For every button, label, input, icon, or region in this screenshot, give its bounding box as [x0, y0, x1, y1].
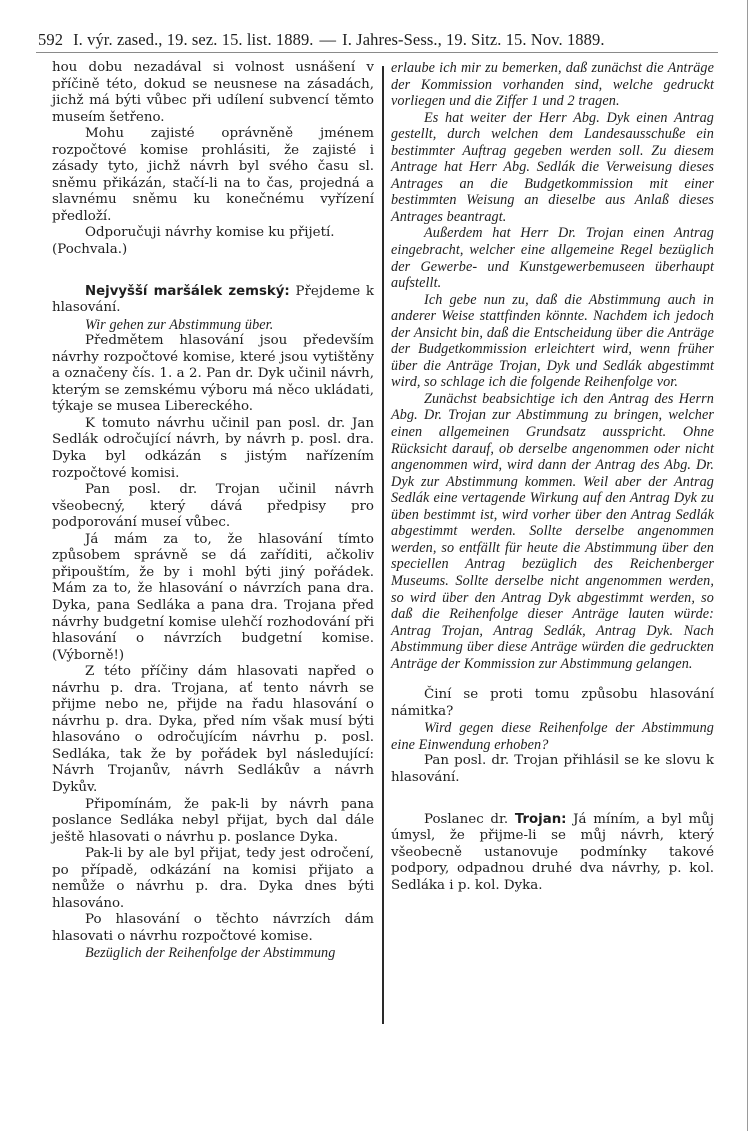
- german-paragraph: Wird gegen diese Reihenfolge der Abstimmung eine Einwendung erhoben?: [391, 720, 714, 753]
- right-column: [391, 60, 714, 894]
- german-paragraph: erlaube ich mir zu bemerken, daß zunächst die Anträge der Kommission vorhanden sind, welche gedruckt vorliegen und die Ziffer 1 und 2 tragen.: [391, 60, 714, 110]
- paragraph: Mohu zajisté oprávněně jménem rozpočtové komise prohlásiti, že zajisté i zásady tyto, jichž návrh byl svého času sl. sněmu přikázán, stačí-li na to čas, projedná a slavnému sněmu ku konečnému vyřízení předloží.: [52, 126, 374, 224]
- german-paragraph: Es hat weiter der Herr Abg. Dyk einen Antrag gestellt, durch welchen dem Landesausschuße ein bestimmter Auftrag gegeben werden soll. Zu diesem Antrage hat Herr Abg. Sedlák die Verweisung dieses Antrages an die Budgetkommission mit einer bestimmten Weisung an dieselbe aus Anlaß dieses Antrages beantragt.: [391, 109, 714, 225]
- paragraph: Po hlasování o těchto návrzích dám hlasovati o návrhu rozpočtové komise.: [52, 912, 374, 944]
- speaker-name: Trojan:: [514, 811, 567, 827]
- german-paragraph: Bezüglich der Reihenfolge der Abstimmung: [85, 945, 336, 962]
- german-paragraph: Wir gehen zur Abstimmung über.: [85, 316, 274, 333]
- german-paragraph: Zunächst beabsichtige ich den Antrag des Herrn Abg. Dr. Trojan zur Abstimmung zu bringen, welcher einen allgemeinen Grundsatz ausspricht. Ohne Rücksicht darauf, ob derselbe angenommen oder nicht angenommen wird, wird dann der Antrag des Abg. Dr. Dyk zur Abstimmung kommen. Weil aber der Antrag Sedlák eine vertagende Wirkung auf den Antrag Dyk zu üben bestimmt ist, wird vorher über den Antrag Sedlák abgestimmt werden. Sollte derselbe angenommen werden, so entfällt für heute die Abstimmung über den speciellen Antrag bezüglich des Reichenberger Museums. Sollte derselbe nicht angenommen werden, so wird über den Antrag Dyk abgestimmt werden, so daß die Reihenfolge dieser Anträge lauten würde: Antrag Trojan, Antrag Sedlák, Antrag Dyk. Nach Abstimmung über diese Anträge würden die gedruckten Anträge der Kommission zur Abstimmung gelangen.: [391, 390, 714, 672]
- page-number: 592: [38, 30, 64, 49]
- paragraph: Pan posl. dr. Trojan učinil návrh všeobecný, který dává předpisy pro podporování museí vůbec.: [52, 482, 374, 531]
- speech-paragraph: [52, 284, 374, 317]
- paragraph: Já mám za to, že hlasování tímto způsobem správně se dá zaříditi, ačkoliv připouštím, že by i mohl býti jiný pořádek. Mám za to, že hlasování o návrzích pana dra. Dyka, pana Sedláka a pana dra. Trojana před návrhy budgetní komise ulehčí rozhodování při hlasování o návrzích budgetní komise. (Výborně!): [52, 531, 374, 663]
- speech-text: Já míním, a byl můj úmysl, že přijme-li se můj návrh, který všeobecně ustanovuje podmínky takové podpory, odpadnou druhé dva návrhy, p. kol. Sedláka i p. kol. Dyka.: [391, 811, 714, 893]
- left-column: [52, 60, 374, 962]
- column-divider: [382, 66, 384, 1024]
- paragraph: Předmětem hlasování jsou především návrhy rozpočtové komise, které jsou vytištěny a označeny čís. 1. a 2. Pan dr. Dyk učinil návrh, kterým se zemskému výboru má něco ukládati, týkaje se musea Libereckého.: [52, 333, 374, 415]
- running-header: [38, 30, 716, 50]
- german-paragraph: Außerdem hat Herr Dr. Trojan einen Antrag eingebracht, welcher eine allgemeine Regel bezüglich der Gewerbe- und Kunstgewerbemuseen überhaupt aufstellt.: [391, 225, 714, 292]
- paragraph: Činí se proti tomu způsobu hlasování námitka?: [391, 687, 714, 719]
- speech-prefix: Poslanec dr.: [424, 811, 515, 827]
- paragraph: Odporučuji návrhy komise ku přijetí.: [85, 225, 335, 241]
- speech-text: Přejdeme k hlasování.: [52, 283, 374, 316]
- paragraph: hou dobu nezadával si volnost usnášení v příčině této, dokud se neusnese na zásadách, jichž má býti vůbec při udílení subvencí těmto museím šetřeno.: [52, 60, 374, 125]
- paragraph: Pan posl. dr. Trojan přihlásil se ke slovu k hlasování.: [391, 753, 714, 785]
- page-edge-line: [747, 0, 748, 1131]
- paragraph: Z této příčiny dám hlasovati napřed o návrhu p. dra. Trojana, ať tento návrh se přijme nebo ne, přijde na řadu hlasování o návrhu p. dra. Dyka, před ním však musí býti hlasováno o odročujícím návrhu p. posl. Sedláka, tak že by pořádek byl následující: Návrh Trojanův, návrh Sedlákův a návrh Dykův.: [52, 664, 374, 795]
- speaker-name: Nejvyšší maršálek zemský:: [85, 283, 290, 299]
- paragraph: K tomuto návrhu učinil pan posl. dr. Jan Sedlák odročující návrh, by návrh p. posl. dra. Dyka byl odkázán s jistým nařízením rozpočtové komisi.: [52, 415, 374, 481]
- header-german: I. Jahres-Sess., 19. Sitz. 15. Nov. 1889.: [342, 30, 605, 49]
- paragraph: Pak-li by ale byl přijat, tedy jest odročení, po případě, odkázání na komisi přijato a nemůže o návrhu p. dra. Dyka dnes býti hlasováno.: [52, 846, 374, 911]
- header-czech: I. výr. zased., 19. sez. 15. list. 1889.: [73, 30, 314, 49]
- header-rule: [36, 52, 718, 53]
- header-dash: —: [319, 30, 337, 49]
- german-paragraph: Ich gebe nun zu, daß die Abstimmung auch in anderer Weise stattfinden könnte. Nachdem ich jedoch der Ansicht bin, daß die Entscheidung über die Anträge der Budgetkommission erleichtert wird, wenn früher über die Anträge Trojan, Dyk und Sedlák abgestimmt wird, so schlage ich die folgende Reihenfolge vor.: [391, 291, 714, 391]
- paragraph: (Pochvala.): [52, 242, 128, 258]
- paragraph: Připomínám, že pak-li by návrh pana poslance Sedláka nebyl přijat, bych dal dále ještě hlasovati o návrhu p. poslance Dyka.: [52, 796, 374, 845]
- speech-paragraph: [391, 812, 714, 895]
